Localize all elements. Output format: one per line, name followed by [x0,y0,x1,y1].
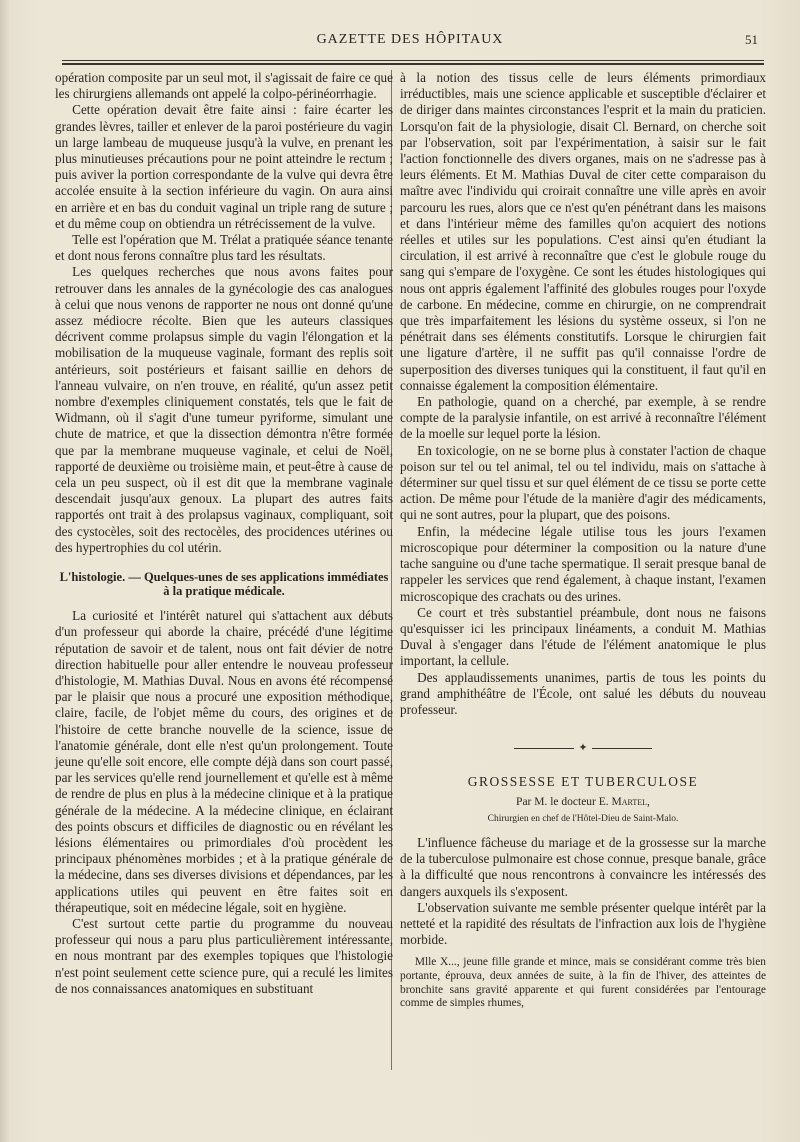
paragraph: Ce court et très substantiel préambule, dont nous ne faisons qu'esquisser ici les principaux linéaments, a conduit M. Mathias Duval à s'engager dans l'étude de l'élément anatomique le plus important, la cellule. [400,604,766,669]
case-paragraph: Mlle X..., jeune fille grande et mince, mais se considérant comme très bien portante, éprouva, deux années de suite, à la fin de l'hiver, des atteintes de bronchite sans gravité apparente et qui furent considérées par l'entourage comme de simples rhumes, [400,956,766,1010]
paragraph: L'influence fâcheuse du mariage et de la grossesse sur la marche de la tuberculose pulmonaire est chose connue, presque banale, grâce à la difficulté que nous rencontrons à convaincre les intéressés des dangers auxquels ils s'exposent. [400,834,766,899]
section-subhead: L'histologie. — Quelques-unes de ses applications immédiates à la pratique médicale. [59,570,389,599]
header-rule-thin [62,60,764,61]
section-ornament: ✦ [400,740,766,756]
left-column [55,70,393,997]
article-byline [400,794,766,810]
page-header [60,30,760,52]
byline-author: E. Martel, [598,795,650,808]
paragraph: Des applaudissements unanimes, partis de tous les points du grand amphithéâtre de l'École, ont salué les débuts du nouveau professeur. [400,669,766,717]
header-rule-thick [62,63,764,65]
right-column [400,70,766,1011]
paragraph: L'observation suivante me semble présenter quelque intérêt par la netteté et la rapidité des résultats de l'infraction aux lois de l'hygiène morbide. [400,899,766,948]
author-affiliation: Chirurgien en chef de l'Hôtel-Dieu de Saint-Malo. [487,813,679,824]
paragraph: opération composite par un seul mot, il s'agissait de faire ce que les chirurgiens allemands ont appelé la colpo-périnéorrhagie. [55,70,393,102]
paragraph: Enfin, la médecine légale utilise tous les jours l'examen microscopique pour déterminer la composition ou la nature d'une tache sanguine ou d'une tache spermatique. Il serait presque banal de rappeler les services que rend également, à chaque instant, l'examen microscopique des crachats ou des urines. [400,523,766,604]
paragraph: à la notion des tissus celle de leurs éléments primordiaux irréductibles, mais une science applicable et susceptible d'éclairer et de diriger dans maintes circonstances l'esprit et la main du praticien. Lorsqu'on fait de la physiologie, disait Cl. Bernard, on cherche soit par l'observation, soit par l'expérimentation, à saisir sur le fait l'action fonctionnelle des divers organes, mais on ne s'adresse pas à leurs éléments. Et M. Mathias Duval de citer cette comparaison du maître avec l'individu qui croirait connaître une ville après en avoir parcouru les rues, alors que ce n'est qu'en pénétrant dans les maisons et dans l'intérieur même des familles qu'on acquiert des notions réelles et utiles sur les populations. C'est ainsi qu'en étudiant la circulation, il est arrivé à reconnaître que c'est le globule rouge du sang qui s'empare de l'oxygène. Ce sont les études histologiques qui nous ont appris également l'affinité des globules rouges pour l'oxyde de carbone. En médecine, comme en chirurgie, on ne comprendrait que très imparfaitement les lésions du système osseux, si l'on ne pénétrait dans ses éléments constitutifs. Lorsque le chirurgien fait une ligature d'artère, il ne suffit pas qu'il connaisse l'ordre de superposition des diverses tuniques qui la constituent, il faut qu'il en connaisse également la composition élémentaire. [400,70,766,393]
paragraph: La curiosité et l'intérêt naturel qui s'attachent aux débuts d'un professeur qui aborde la chaire, précédé d'une légitime réputation de savoir et de talent, nous ont fait dévier de notre direction habituelle pour aller entendre le nouveau professeur d'histologie, M. Mathias Duval. Nous en avons été récompensé par le plaisir que nous a procuré une exposition méthodique, claire, facile, de l'objet même du cours, des origines et de l'histoire de cette branche nouvelle de la science, issue de l'anatomie générale, dont elle n'est qu'un prolongement. Toute jeune qu'elle soit encore, elle compte déjà dans son court passé, par les services qu'elle rend journellement et qu'elle est à même de rendre de plus en plus à la médecine clinique et à la pratique générale de la médecine. A la médecine clinique, en éclairant des points obscurs et difficiles de diagnostic ou en révélant les lésions élémentaires ou primordiales d'où procèdent les principaux phénomènes morbides ; et à la pratique générale de la médecine, dans ses diverses divisions et dépendances, par les applications utiles qui peuvent en être faites soit en thérapeutique, soit en médecine légale, soit en hygiène. [55,608,393,915]
paragraph: Les quelques recherches que nous avons faites pour retrouver dans les annales de la gynécologie des cas analogues à celui que nous venons de rapporter ne nous ont donné qu'une assez médiocre récolte. Bien que les auteurs classiques décrivent comme prolapsus simple du vagin l'élongation et la mobilisation de la muqueuse vaginale, formant des replis soit antérieurs, soit postérieurs et faisant saillie en dehors de l'anneau vulvaire, on n'en trouve, en réalité, qu'un assez petit nombre d'exemples cliniquement constatés, tels que le fait de Widmann, où il s'agit d'une tumeur pyriforme, simulant une chute de matrice, et que la dissection démontra n'être formée que par la membrane muqueuse vaginale, et celui de Noël, rapporté de deuxième ou troisième main, et peut-être à cause de cela un peu suspect, où il est dit que la membrane vaginale descendait jusqu'aux genoux. La plupart des autres faits rapportés ont trait à des prolapsus vaginaux, compliquant, soit des cystocèles, soit des rectocèles, des procidences utérines ou des hypertrophies du col utérin. [55,264,393,555]
paragraph: Cette opération devait être faite ainsi : faire écarter les grandes lèvres, tailler et enlever de la paroi postérieure du vagin un large lambeau de muqueuse jusqu'à la vulve, en prenant les plus minutieuses précautions pour ne point atteindre le rectum ; puis aviver la portion correspondante de la vulve qui devra être accolée ensuite à la section inférieure du vagin. On aura ainsi en arrière et en bas du conduit vaginal un triple rang de suture ; et du même coup on obtiendra un rétrécissement de la vulve. [55,102,393,231]
article-title: GROSSESSE ET TUBERCULOSE [467,774,699,790]
paragraph: En toxicologie, on ne se borne plus à constater l'action de chaque poison sur tel ou tel animal, tel ou tel individu, mais on s'attache à déterminer sur quel tissu et sur quel élément de ce tissu se porte cette action. De même pour l'étude de la manière d'agir des médicaments, qui ne sont autres, pour la plupart, que des poisons. [400,442,766,523]
paragraph: C'est surtout cette partie du programme du nouveau professeur qui nous a paru plus particulièrement intéressante, en nous montrant par des exemples topiques que l'histologie n'est point seulement cette science pure, qui a reculé les limites de nos connaissances anatomiques en substituant [55,915,393,996]
byline-prefix: Par M. le docteur [516,795,596,808]
journal-title: GAZETTE DES HÔPITAUX [316,32,504,47]
page-number: 51 [745,32,758,47]
paragraph: En pathologie, quand on a cherché, par exemple, à se rendre compte de la paralysie infantile, on est arrivé à reconnaître l'élément de la moelle sur lequel porte la lésion. [400,394,766,442]
paragraph: Telle est l'opération que M. Trélat a pratiquée séance tenante et dont nous ferons connaître plus tard les résultats. [55,232,393,264]
